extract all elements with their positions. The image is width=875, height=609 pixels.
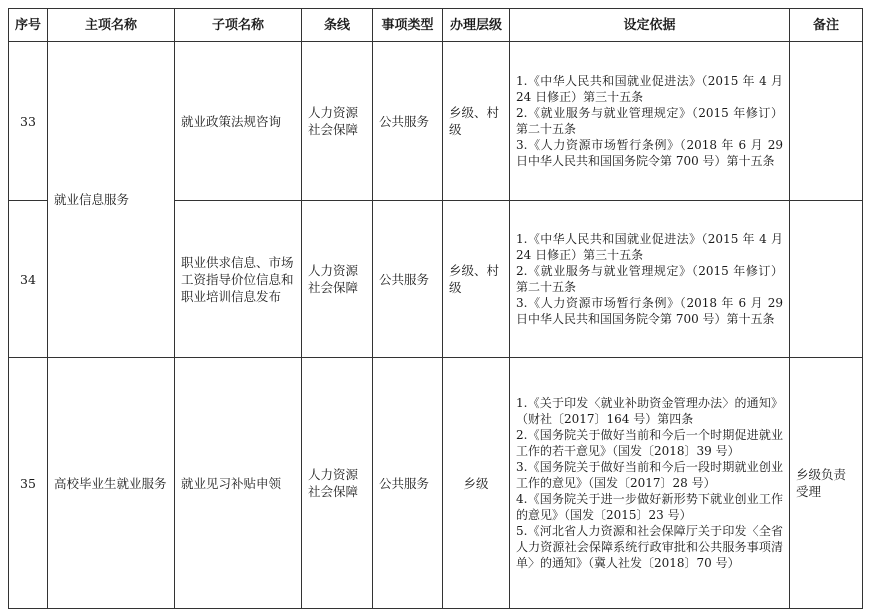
header-no: 序号 [9, 9, 48, 42]
basis-item: 1.《关于印发〈就业补助资金管理办法〉的通知》（财社〔2017〕164 号）第四条 [516, 396, 783, 426]
row-basis [510, 201, 790, 358]
row-basis [510, 42, 790, 201]
header-level: 办理层级 [443, 9, 510, 42]
basis-item: 2.《就业服务与就业管理规定》（2015 年修订）第二十五条 [516, 106, 783, 136]
row-sub-item: 职业供求信息、市场工资指导价位信息和职业培训信息发布 [175, 201, 302, 358]
row-main-item: 高校毕业生就业服务 [48, 358, 175, 609]
row-level: 乡级 [443, 358, 510, 609]
table-row [9, 358, 863, 609]
row-basis [510, 358, 790, 609]
basis-item: 5.《河北省人力资源和社会保障厅关于印发〈全省人力资源社会保障系统行政审批和公共服务事项清单〉的通知》（冀人社发〔2018〕70 号） [516, 524, 783, 570]
basis-item: 1.《中华人民共和国就业促进法》（2015 年 4 月 24 日修正）第三十五条 [516, 232, 783, 262]
header-type: 事项类型 [373, 9, 443, 42]
row-remark [790, 201, 863, 358]
basis-item: 1.《中华人民共和国就业促进法》（2015 年 4 月 24 日修正）第三十五条 [516, 74, 783, 104]
basis-item: 4.《国务院关于进一步做好新形势下就业创业工作的意见》（国发〔2015〕23 号） [516, 492, 783, 522]
row-line: 人力资源社会保障 [302, 201, 373, 358]
row-sub-item: 就业政策法规咨询 [175, 42, 302, 201]
basis-item: 3.《国务院关于做好当前和今后一段时期就业创业工作的意见》（国发〔2017〕28 号） [516, 460, 783, 490]
row-main-item: 就业信息服务 [48, 42, 175, 358]
header-basis: 设定依据 [510, 9, 790, 42]
row-line: 人力资源社会保障 [302, 42, 373, 201]
row-remark [790, 42, 863, 201]
basis-item: 3.《人力资源市场暂行条例》（2018 年 6 月 29 日中华人民共和国国务院令第 700 号）第十五条 [516, 138, 783, 168]
row-line: 人力资源社会保障 [302, 358, 373, 609]
row-type: 公共服务 [373, 358, 443, 609]
service-items-table [8, 8, 863, 609]
header-row [9, 9, 863, 42]
row-remark: 乡级负责受理 [790, 358, 863, 609]
row-level: 乡级、村级 [443, 201, 510, 358]
row-no: 33 [9, 42, 48, 201]
basis-item: 2.《就业服务与就业管理规定》（2015 年修订）第二十五条 [516, 264, 783, 294]
row-type: 公共服务 [373, 201, 443, 358]
header-sub-item: 子项名称 [175, 9, 302, 42]
basis-item: 2.《国务院关于做好当前和今后一个时期促进就业工作的若干意见》（国发〔2018〕39 号） [516, 428, 783, 458]
header-line: 条线 [302, 9, 373, 42]
row-type: 公共服务 [373, 42, 443, 201]
row-no: 35 [9, 358, 48, 609]
header-main-item: 主项名称 [48, 9, 175, 42]
row-sub-item: 就业见习补贴申领 [175, 358, 302, 609]
basis-item: 3.《人力资源市场暂行条例》（2018 年 6 月 29 日中华人民共和国国务院令第 700 号）第十五条 [516, 296, 783, 326]
table-row [9, 42, 863, 201]
row-level: 乡级、村级 [443, 42, 510, 201]
row-no: 34 [9, 201, 48, 358]
header-remark: 备注 [790, 9, 863, 42]
